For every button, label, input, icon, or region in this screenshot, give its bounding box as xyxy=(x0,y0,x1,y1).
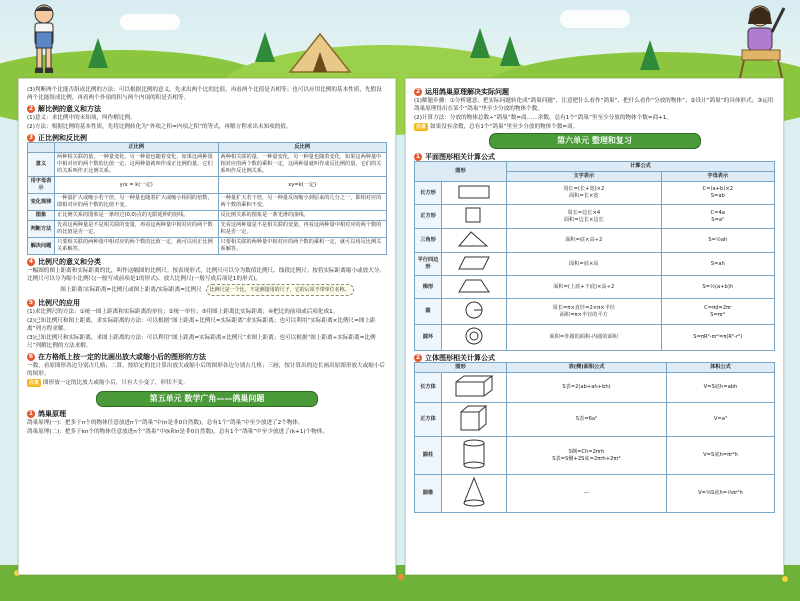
scale-note-bubble: 比例尺是一个比，不是测量用的尺子，它的后项不带单位名称。 xyxy=(206,284,354,296)
section-header: 6 在方格纸上按一定的比画出放大或缩小后的图形的方法 xyxy=(28,353,206,361)
table-header-row xyxy=(415,363,775,373)
table-header-cell xyxy=(28,143,55,153)
table-row: 用字母表示 y/x = k(一定) xy=k(一定) xyxy=(28,177,387,194)
cube-shape-icon xyxy=(459,404,489,432)
table-header-cell: 图形 xyxy=(415,162,507,182)
plane-figure-formula-table xyxy=(414,161,775,351)
tip-badge: 注意 xyxy=(416,124,427,130)
paragraph: 一幅图的图上距离和实际距离的比，叫作这幅图的比例尺。按表现形式，比例尺可以分为数值比例尺、线段比例尺；按将实际距离缩小或放大分，比例尺可以分为缩小比例尺(一般写成前项是1的形式)、放大比例尺(一般写成后项是1的形式)。 xyxy=(27,268,386,282)
unit-6-banner: 第六单元 整理和复习 xyxy=(489,133,701,149)
section-header: 2 立体图形相关计算公式 xyxy=(415,354,495,362)
unit-5-banner: 第五单元 数学广角——鸽巢问题 xyxy=(96,391,318,407)
cone-shape-icon xyxy=(461,476,487,508)
intro-paragraph: (3)判断两个比能否组成比例的方法：可以根据比例的意义，先求出两个比的比值，再看两个比值是否相等；也可以应用比例的基本性质，先假设两个比能组成比例，再看两个外项的积与两个内项的积是否相等。 xyxy=(27,87,382,101)
scale-formula: 图上距离∶实际距离=比例尺或图上距离/实际距离=比例尺 xyxy=(60,287,202,293)
tree-icon xyxy=(88,38,108,68)
tip-badge: 注意 xyxy=(29,380,40,386)
tip-line: 注意 图形放一定的比放大或缩小后，只有大小变了，形状不变。 xyxy=(29,380,189,386)
section-header: 3 正比例和反比例 xyxy=(28,134,87,142)
tree-icon xyxy=(470,28,490,58)
table-header-cell: 反比例 xyxy=(218,143,386,153)
section-header: 1 鸽巢原理 xyxy=(28,410,66,418)
paragraph: (2)方法：根据比例的基本性质，先将比例转化为“外项之积=内项之积”的等式，再解方程求出未知项的值。 xyxy=(27,124,292,130)
table-row: 梯形 面积=(上底+下底)×高÷2 S=½(a+b)h xyxy=(415,276,775,299)
trapezoid-shape-icon xyxy=(457,278,491,294)
tent-icon xyxy=(285,30,355,75)
section-header: 2 解比例的意义和方法 xyxy=(28,105,101,113)
paragraph: (1)求比例尺的方法：①统一图上距离和实际距离的单位；②统一单位；③用图上距离比实际距离；④把比的前项或后项化成1。 xyxy=(27,309,339,315)
table-row: 判断方法 先看这两种量是不是相关联的变量，再看这两种量中相对应的两个数的比值是否一定。 先看这两种量是不是相关联的变量，再看这两种量中相对应的两个数的积是否一定。 xyxy=(28,221,387,238)
table-row: 正方形 周长=边长×4 面积=边长×边长 C=4a S=a² xyxy=(415,205,775,229)
scale-formula-row xyxy=(27,284,387,296)
table-row: 意义 两种相关联的量，一种量变化，另一种量也随着变化，如果这两种量中相对应的两个数的比值一定，这两种量就叫作成正比例的量，它们的关系叫作正比例关系。 两种相关联的量，一种量变化，另一种量也随着变化，如果这两种量中相对应的两个数的乘积一定，这两种量就叫作成反比例的量，它们的关系叫作反比例关系。 xyxy=(28,153,387,177)
flower-icon xyxy=(398,574,404,580)
table-row: 平行四边形 面积=底×高 S=ah xyxy=(415,253,775,276)
proportion-comparison-table xyxy=(27,142,387,255)
table-header-cell: 字母表示 xyxy=(661,172,774,182)
triangle-shape-icon xyxy=(457,230,491,248)
table-row: 圆柱 S侧=Ch=2πrh S表=S侧+2S底=2πrh+2πr² V=S底h=πr²h xyxy=(415,437,775,475)
table-header-cell: 体积公式 xyxy=(666,363,774,373)
right-page xyxy=(405,78,784,575)
paragraph: 一数，看原图形各边分别占几格；二算，按给定的比计算出放大或缩小后的图形各边分别占几格；三画，按计算出的边长画出原图形放大或缩小后的图形。 xyxy=(27,363,386,377)
cuboid-shape-icon xyxy=(454,374,494,398)
section-header: 5 比例尺的应用 xyxy=(28,299,80,307)
section-header: 2 运用鸽巢原理解决实际问题 xyxy=(415,88,509,96)
cloud xyxy=(120,14,180,30)
flower-icon xyxy=(782,576,788,582)
table-header-cell: 图形 xyxy=(415,363,507,373)
paragraph: 鸽巢原理(一)：把多于n个的物体任意放进n个“鸽巢”中(n是非0自然数)，总有1个“鸽巢”中至少放进了2个物体。 xyxy=(27,420,304,426)
paragraph: (1)解题步骤：①分析题意，把实际问题转化成“鸽巢问题”，注意把什么看作“鸽巢”，把什么看作“分放的物体”；②设计“鸽巢”的具体形式；③运用鸽巢原理得出在某个“鸽巢”里至少分放的物体个数。 xyxy=(414,98,774,112)
paragraph: (2)已知比例尺和图上距离，求实际距离的方法：可以根据“图上距离÷比例尺=实际距离”求实际距离；也可以利用“实际距离×比例尺=图上距离”列方程求解。 xyxy=(27,318,376,332)
tree-icon xyxy=(500,36,520,66)
table-row: 三角形 面积=底×高÷2 S=½ah xyxy=(415,229,775,253)
table-row: 圆环 面积=外圆的面积-内圆的面积 S=πR²-πr²=π(R²-r²) xyxy=(415,325,775,351)
left-page xyxy=(18,78,396,575)
table-header-row xyxy=(28,143,387,153)
table-row: 长方体 S表=2(ab+ah+bh) V=S底h=abh xyxy=(415,373,775,403)
parallelogram-shape-icon xyxy=(457,255,491,271)
table-header-cell: 计算公式 xyxy=(507,162,775,172)
table-header-cell: 文字表示 xyxy=(507,172,662,182)
paragraph: (2)计算方法：分放的物体总数÷“鸽巢”数=商……余数，总有1个“鸽巢”里至少分放的物体个数=商+1。 xyxy=(414,115,672,121)
boy-illustration-icon xyxy=(24,2,64,78)
table-header-cell: 表(侧)面积公式 xyxy=(507,363,667,373)
section-header: 4 比例尺的意义和分类 xyxy=(28,258,101,266)
table-header-cell: 正比例 xyxy=(55,143,219,153)
annulus-shape-icon xyxy=(463,326,485,346)
paragraph: (1)意义：求比例中的未知项，叫作解比例。 xyxy=(27,115,136,121)
paragraph: 鸽巢原理(二)：把多于kn个的物体任意放进n个“鸽巢”中(k和n是非0自然数)，总有1个“鸽巢”中至少放进了(k+1)个物体。 xyxy=(27,429,328,435)
paragraph: (3)已知比例尺和实际距离，求图上距离的方法：可以利用“图上距离=实际距离×比例尺”求图上距离；也可以根据“图上距离÷实际距离=比例尺”列解比例的方法求解。 xyxy=(27,335,376,349)
girl-in-chair-illustration-icon xyxy=(730,2,790,82)
rectangle-shape-icon xyxy=(457,184,491,200)
table-row: 图象 正比例关系的图象是一条经过(0,0)点的无限延伸的射线。 反比例关系的图象是一条光滑的曲线。 xyxy=(28,211,387,221)
cloud xyxy=(560,10,630,28)
tree-icon xyxy=(255,32,275,62)
tree-icon xyxy=(640,40,660,70)
table-header-row xyxy=(415,162,775,172)
table-row: 长方形 周长=(长+宽)×2 面积=长×宽 C=(a+b)×2 S=ab xyxy=(415,182,775,205)
solid-figure-formula-table xyxy=(414,362,775,513)
table-row: 圆 周长=π×直径=2×π×半径 面积=π×半径的平方 C=πd=2πr S=πr² xyxy=(415,299,775,325)
tip-line: 注意 如果没有余数，总有1个“鸽巢”里至少分放的物体个数=商。 xyxy=(416,124,579,130)
circle-shape-icon xyxy=(463,300,485,320)
table-row: 变化规律 一种量扩大或缩小若干倍，另一种量也随着扩大或缩小相同的倍数，即相对应的两个数的比值不变。 一种量扩大若干倍，另一种量反而缩小到原来的几分之一，即相对应的两个数的乘积不变。 xyxy=(28,194,387,211)
section-header: 1 平面图形相关计算公式 xyxy=(415,153,495,161)
square-shape-icon xyxy=(464,206,484,224)
table-row: 解决问题 只要相关联的两种量中相对应的两个数的比值一定，就可以用正比例关系解答。 只要相关联的两种量中相对应的两个数的乘积一定，就可以用反比例关系解答。 xyxy=(28,238,387,255)
cylinder-shape-icon xyxy=(461,438,487,470)
table-row: 正方体 S表=6a² V=a³ xyxy=(415,403,775,437)
table-row: 圆锥 — V=⅓S底h=⅓πr²h xyxy=(415,475,775,513)
